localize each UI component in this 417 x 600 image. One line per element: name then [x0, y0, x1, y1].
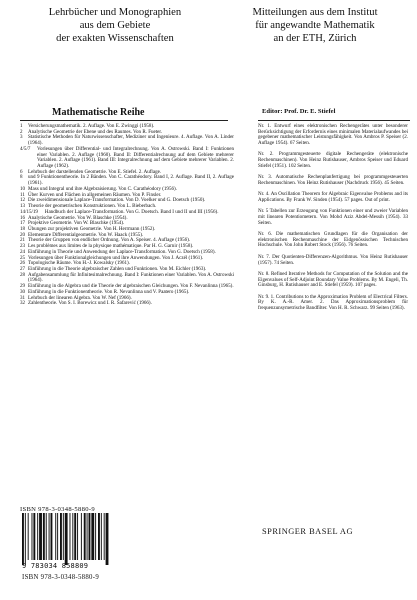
- publisher-name: SPRINGER BASEL AG: [262, 527, 354, 536]
- book-number: 29: [20, 283, 26, 290]
- barcode-bar: [106, 513, 109, 565]
- barcode-bar: [28, 513, 29, 560]
- barcode-bar: [22, 513, 24, 565]
- book-number: 17: [20, 220, 26, 227]
- book-number: 16: [20, 214, 26, 221]
- book-list: [20, 124, 234, 307]
- header-right-line: Mitteilungen aus dem Institut: [252, 7, 378, 18]
- institute-publication-item: Nr. 8. Refined Iterative Methods for Computation of the Solution and the Eigenvalues of Self-Adjoint Boundary Value Problems. By M. Engeli, Th. Ginsburg, H. Rutishauser and E. Stiefel (1959). 107 pages.: [258, 270, 408, 289]
- barcode-bar: [95, 513, 96, 560]
- isbn-top: ISBN 978-3-0348-5880-9: [20, 506, 95, 513]
- barcode-bar: [39, 513, 42, 560]
- book-entry-text: Theorie der geometrischen Konstruktionen. Von L. Bieberbach.: [28, 203, 157, 210]
- book-number: 31: [20, 294, 26, 301]
- barcode-digits: 9 783034 858809: [22, 562, 89, 570]
- divider-left: [20, 120, 228, 121]
- barcode: [18, 513, 136, 565]
- book-entry-text: Vorlesungen über Differential- und Integralrechnung. Von A. Ostrowski. Band I: Funktionen einer Variablen. 2. Auflage (1960). Band II: Differentialrechnung auf dem Gebiete mehrerer Variablen. 2. Auflage (1961). Band III: Integralrechnung auf dem Gebiete mehrerer Variablen. 2. Auflage (1962).: [37, 145, 234, 170]
- barcode-bar: [101, 513, 102, 560]
- book-number: 2: [20, 128, 23, 135]
- header-right-line: an der ETH, Zürich: [273, 33, 357, 44]
- book-entry-text: Einführung in die Theorie algebraischer Zahlen und Funktionen. Von M. Eichler (1963).: [28, 265, 207, 272]
- series-title: Mathematische Reihe: [52, 107, 145, 118]
- barcode-bar: [32, 513, 33, 560]
- barcode-bar: [70, 513, 71, 560]
- book-entry-text: Mass und Integral und ihre Algebraisierung. Von C. Carathéodory (1956).: [28, 185, 177, 192]
- header-left-line: aus dem Gebiete: [79, 20, 151, 31]
- barcode-bar: [60, 513, 62, 560]
- book-number: 30: [20, 288, 26, 295]
- barcode-bar: [87, 513, 88, 560]
- barcode-bar: [33, 513, 35, 560]
- book-number: 28: [20, 271, 26, 278]
- book-number: 13: [20, 203, 26, 210]
- barcode-bar: [89, 513, 91, 560]
- barcode-bar: [51, 513, 53, 560]
- book-number: 18: [20, 225, 26, 232]
- book-list-item: [20, 301, 234, 307]
- book-entry-text: Les problèmes aux limites de la physique mathématique. Par H. G. Garnir (1958).: [28, 243, 194, 250]
- editor-line: Editor: Prof. Dr. E. Stiefel: [262, 108, 336, 115]
- header-left-line: der exakten Wissenschaften: [56, 33, 174, 44]
- book-list-item: [20, 147, 234, 170]
- book-number: 26: [20, 260, 26, 267]
- institute-publication-item: Nr. 6. Die mathematischen Grundlagen für die Organisation der elektronischen Rechenmaschine der Eidgenössischen Technischen Hochschule. Von John Robert Stock (1956). 76 Seiten.: [258, 231, 408, 249]
- book-entry-text: Übungen zur projektiven Geometrie. Von H. Herrmann (1952).: [28, 225, 156, 232]
- barcode-bar: [98, 513, 100, 560]
- barcode-bar: [63, 513, 64, 560]
- book-entry-text: Einführung in Theorie und Anwendung der Laplace-Transformation. Von G. Doetsch (1958).: [28, 248, 216, 255]
- barcode-bar: [49, 513, 50, 560]
- institute-publication-list: [258, 124, 408, 317]
- book-entry-text: Theorie der Gruppen von endlicher Ordnung. Von A. Speiser. 4. Auflage (1956).: [28, 237, 191, 244]
- barcode-bar: [43, 513, 45, 560]
- header-right: [225, 6, 405, 45]
- book-entry-text: Zahlentheorie. Von S. I. Borewicz und I. R. Šafarević (1966).: [28, 300, 152, 307]
- book-entry-text: Einführung in die Algebra und die Theorie der algebraischen Gleichungen. Von F. Nevanlinna (1965).: [28, 283, 234, 290]
- barcode-bar: [91, 513, 94, 560]
- institute-publication-item: Nr. 4. An Oscillation Theorem for Algebraic Eigenvalue Problems and its Applications. By Frank W. Sinden (1954). 57 pages. Out of print.: [258, 191, 408, 203]
- book-entry-text: Die zweidimensionale Laplace-Transformation. Von D. Voelker und G. Doetsch (1950).: [28, 197, 206, 204]
- book-number: 27: [20, 265, 26, 272]
- book-entry-text: Topologische Räume. Von H.-J. Kowalsky (1961).: [28, 260, 130, 267]
- book-entry-text: Aufgabensammlung für Infinitesimalrechnung. Band I: Funktionen einer Variablen. Von A. Ostrowski (1964).: [28, 271, 234, 284]
- book-number: 10: [20, 185, 26, 192]
- book-entry-text: Über Kurven und Flächen in allgemeinen Räumen. Von P. Finsler.: [28, 191, 162, 198]
- barcode-bar: [37, 513, 38, 560]
- institute-publication-item: Nr. 9. 1. Contributions to the Approximation Problem of Electrical Filters. By K. A.-R. Amer. 2. Das Approximationsproblem für frequenzunsymetrische Bandfilter. Von H. R. Schwarz. 99 Seiten (1963).: [258, 293, 408, 311]
- book-entry-text: Handbuch der Laplace-Transformation. Von G. Doetsch. Band I und II und III (1956).: [44, 208, 219, 215]
- barcode-bar: [25, 513, 26, 565]
- institute-publication-item: Nr. 1. Entwurf eines elektronischen Rechengerätes unter besonderer Berücksichtigung der Erfordernis eines minimalen Materialaufwandes bei gegebener mathematischer Leistungsfähigkeit. Von Ambros P. Speiser (2. Auflage 1954). 67 Seiten.: [258, 123, 408, 147]
- divider-right: [258, 120, 410, 121]
- book-entry-text: Versicherungsmathematik. 2. Auflage. Von E. Zwinggi (1958).: [28, 123, 155, 129]
- isbn-bottom: ISBN 978-3-0348-5880-9: [22, 574, 100, 581]
- book-entry-text: Lehrbuch der darstellenden Geometrie. Von E. Stiefel. 2. Auflage.: [28, 168, 162, 175]
- book-entry-text: Lehrbuch der linearen Algebra. Von W. Nef (1966).: [28, 294, 132, 301]
- barcode-bar: [55, 513, 56, 560]
- barcode-bar: [81, 513, 82, 560]
- book-number: 6: [20, 168, 23, 175]
- institute-publication-item: Nr. 5 Tabellen zur Erzeugung von Funktionen einer und zweier Variablen mit linearen Potentiometern. Von Mohd Aziz Abdel-Messih (1954). 33 Seiten.: [258, 208, 408, 226]
- barcode-bar: [77, 513, 78, 560]
- book-entry-text: und 9 Funktionentheorie. In 2 Bänden. Von C. Carathéodory. Band I, 2. Auflage. Band II, 2. Auflage (1961).: [28, 174, 234, 187]
- header-left-line: Lehrbücher und Monographien: [48, 7, 182, 18]
- book-number: 8: [20, 174, 23, 181]
- book-entry-text: Analytische Geometrie der Ebene und des Raumes. Von R. Fueter.: [28, 128, 163, 135]
- barcode-bar: [72, 513, 73, 560]
- book-entry-text: Projektive Geometrie. Von W. Blaschke (1954).: [28, 220, 125, 227]
- institute-publication-item: Nr. 3. Automatische Rechenplanfertigung bei programmgesteuerten Rechenmaschinen. Von Heinz Rutishauser (Nachdruck 1956). 45 Seiten.: [258, 174, 408, 186]
- book-entry-text: Analytische Geometrie. Von W. Blaschke (1954).: [28, 214, 128, 221]
- book-number: 25: [20, 254, 26, 261]
- header-right-line: für angewandte Mathematik: [255, 20, 375, 31]
- barcode-bar: [74, 513, 76, 560]
- barcode-bar: [46, 513, 47, 560]
- book-number: 12: [20, 197, 26, 204]
- barcode-bar: [65, 513, 68, 565]
- book-number: 20: [20, 231, 26, 238]
- barcode-bar: [84, 513, 86, 560]
- barcode-bar: [104, 513, 105, 560]
- institute-publication-item: Nr. 7. Der Quotienten-Differenzen-Algorithmus. Von Heinz Rutishauser (1957). 74 Seiten.: [258, 253, 408, 266]
- book-number: 14/15/19: [20, 208, 38, 215]
- barcode-bar: [57, 513, 58, 560]
- book-entry-text: Elementare Differentialgeometrie. Von W. Haack (1955).: [28, 231, 144, 238]
- book-entry-text: Statistische Methoden für Naturwissenschafter, Mediziner und Ingenieure. 4. Auflage. Von A. Linder (1964).: [28, 134, 234, 147]
- institute-publication-item: Nr. 2. Programmgesteuerte digitale Rechengeräte (elektronische Rechenmaschinen). Von Heinz Rutishauser, Ambros Speiser und Eduard Stiefel (1951). 102 Seiten.: [258, 151, 408, 169]
- book-number: 1: [20, 123, 23, 129]
- book-entry-text: Vorlesungen über Funktionalgleichungen und ihre Anwendungen. Von J. Aczél (1961).: [28, 254, 204, 261]
- book-number: 11: [20, 191, 25, 198]
- book-number: 4/5/7: [20, 145, 31, 152]
- book-number: 24: [20, 248, 26, 255]
- book-entry-text: Einführung in die Funktionentheorie. Von R. Nevanlinna und V. Paatero (1965).: [28, 288, 190, 295]
- book-number: 23: [20, 243, 26, 250]
- book-number: 32: [20, 300, 26, 307]
- book-number: 3: [20, 134, 23, 141]
- header-left: [20, 6, 210, 45]
- book-number: 21: [20, 237, 26, 244]
